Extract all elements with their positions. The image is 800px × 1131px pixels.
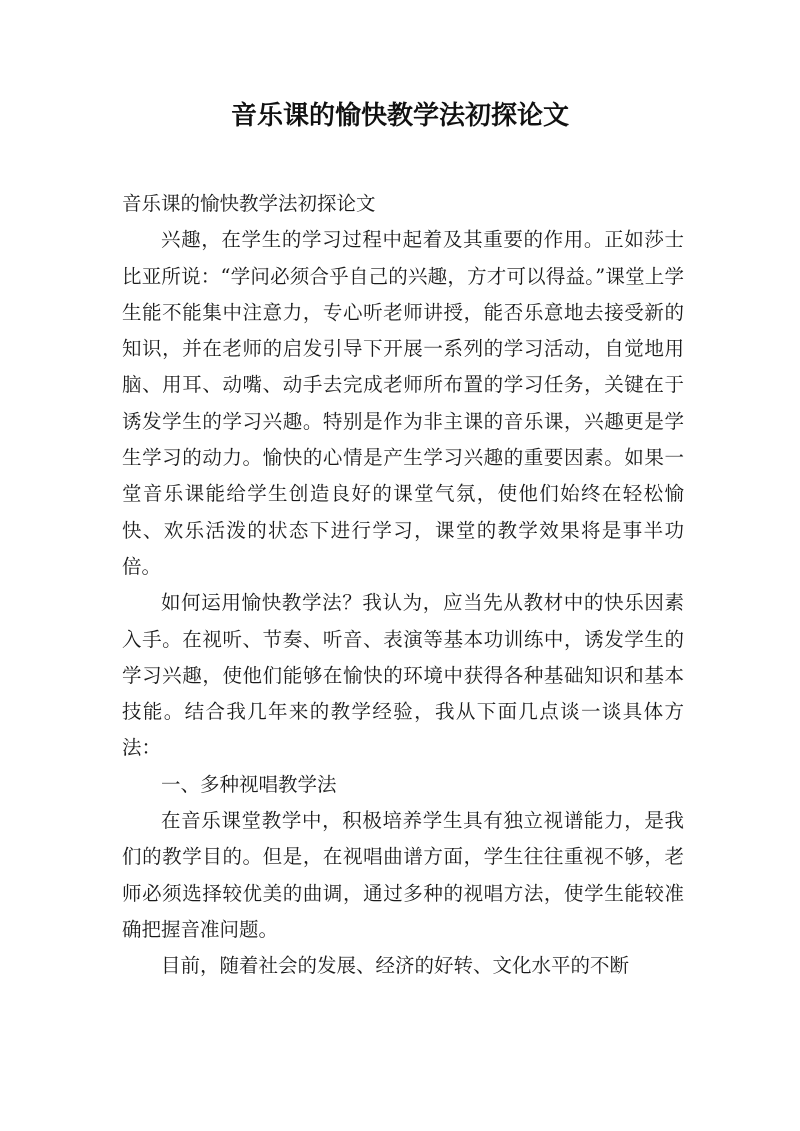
paragraph-1: 兴趣，在学生的学习过程中起着及其重要的作用。正如莎士比亚所说：“学问必须合乎自己的兴趣，方才可以得益。”课堂上学生能不能集中注意力，专心听老师讲授，能否乐意地去接受新的知识，并在老师的启发引导下开展一系列的学习活动，自觉地用脑、用耳、动嘴、动手去完成老师所布置的学习任务，关键在于诱发学生的学习兴趣。特别是作为非主课的音乐课，兴趣更是学生学习的动力。愉快的心情是产生学习兴趣的重要因素。如果一堂音乐课能给学生创造良好的课堂气氛，使他们始终在轻松愉快、欢乐活泼的状态下进行学习，课堂的教学效果将是事半功倍。: [122, 228, 684, 578]
document-body: [122, 186, 684, 985]
paragraph-4: 目前，随着社会的发展、经济的好转、文化水平的不断: [161, 954, 630, 978]
document-subtitle: 音乐课的愉快教学法初探论文: [122, 192, 376, 215]
section-heading: 一、多种视唱教学法: [161, 772, 337, 796]
paragraph-3: 在音乐课堂教学中，积极培养学生具有独立视谱能力，是我们的教学目的。但是，在视唱曲谱方面，学生往往重视不够，老师必须选择较优美的曲调，通过多种的视唱方法，使学生能较准确把握音准问题。: [122, 809, 684, 941]
paragraph-2: 如何运用愉快教学法？我认为，应当先从教材中的快乐因素入手。在视听、节奏、听音、表演等基本功训练中，诱发学生的学习兴趣，使他们能够在愉快的环境中获得各种基础知识和基本技能。结合我几年来的教学经验，我从下面几点谈一谈具体方法：: [122, 591, 684, 760]
document-title: 音乐课的愉快教学法初探论文: [230, 101, 569, 131]
